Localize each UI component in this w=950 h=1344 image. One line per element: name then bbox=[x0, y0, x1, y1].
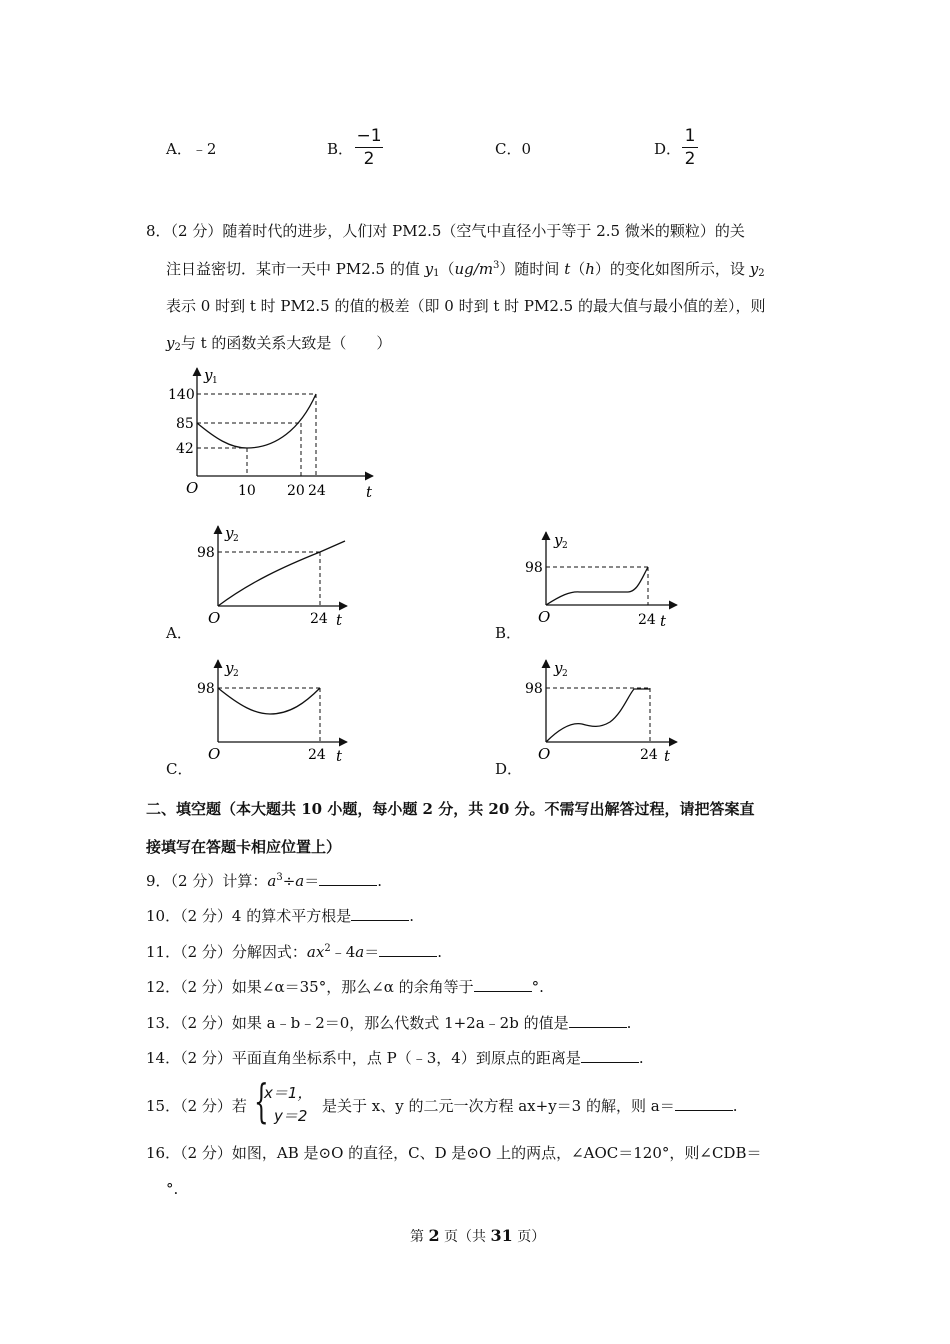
text: . bbox=[638, 1049, 644, 1067]
text: 第 bbox=[410, 1229, 429, 1245]
question-15-prefix bbox=[146, 1095, 247, 1116]
y-tick-98: 98 bbox=[525, 560, 543, 576]
text: ）随时间 bbox=[499, 260, 565, 278]
subscript: 2 bbox=[174, 342, 181, 353]
origin-label: O bbox=[538, 608, 551, 626]
question-score: （2 分） bbox=[180, 907, 232, 925]
question-score: （2 分） bbox=[180, 1144, 232, 1162]
question-16 bbox=[146, 1142, 761, 1163]
page-total: 31 bbox=[490, 1226, 513, 1245]
y-tick-98: 98 bbox=[525, 681, 543, 697]
equation-line-1: x＝1， bbox=[264, 1084, 313, 1102]
y1-curve bbox=[197, 394, 316, 448]
x-tick-24: 24 bbox=[308, 483, 326, 499]
q7-option-a bbox=[166, 138, 216, 159]
y1-var: y bbox=[424, 260, 434, 278]
x-axis-label: t bbox=[336, 747, 343, 765]
option-graph-d-label: D． bbox=[495, 760, 523, 778]
question-9 bbox=[146, 870, 382, 891]
answer-blank[interactable] bbox=[351, 906, 409, 921]
question-number: 12． bbox=[146, 978, 181, 996]
y2-curve bbox=[546, 567, 648, 605]
question-15-text bbox=[322, 1095, 738, 1116]
question-8-line2 bbox=[166, 258, 765, 279]
equation-line-2: y＝2 bbox=[274, 1107, 308, 1125]
denominator: 2 bbox=[684, 149, 696, 169]
text: 页） bbox=[512, 1229, 546, 1245]
y-tick-42: 42 bbox=[176, 441, 194, 457]
question-11 bbox=[146, 941, 442, 962]
question-score: （2 分） bbox=[180, 1014, 232, 1032]
y-axis-label-sub: 2 bbox=[233, 534, 239, 544]
page-number: 2 bbox=[428, 1226, 440, 1245]
answer-blank[interactable] bbox=[581, 1048, 639, 1063]
x-tick-24: 24 bbox=[308, 747, 326, 763]
text: °. bbox=[531, 978, 544, 996]
y2-curve bbox=[218, 688, 320, 714]
text: 页（共 bbox=[439, 1229, 491, 1245]
text: . bbox=[732, 1097, 738, 1115]
text: ）的变化如图所示，设 bbox=[594, 260, 750, 278]
origin-label: O bbox=[208, 609, 221, 627]
var-ax: ax bbox=[306, 943, 325, 961]
y-axis-label: y bbox=[225, 659, 234, 677]
text: . bbox=[377, 872, 383, 890]
text: 若 bbox=[231, 1097, 247, 1115]
question-number: 16． bbox=[146, 1144, 181, 1162]
option-value: 0 bbox=[521, 140, 532, 158]
answer-blank[interactable] bbox=[474, 977, 532, 992]
q7-option-b-fraction bbox=[355, 126, 383, 169]
question-number: 14． bbox=[146, 1049, 181, 1067]
numerator: 1 bbox=[684, 126, 696, 146]
text: ＝ bbox=[364, 943, 380, 961]
text: 4 的算术平方根是 bbox=[231, 907, 352, 925]
unit: ug/m bbox=[454, 260, 494, 278]
text: 是关于 x、y 的二元一次方程 ax+y＝3 的解，则 a＝ bbox=[322, 1097, 675, 1115]
text: ÷ bbox=[282, 872, 296, 890]
question-number: 11． bbox=[146, 943, 181, 961]
text: 平面直角坐标系中，点 P（﹣3，4）到原点的距离是 bbox=[231, 1049, 581, 1067]
origin-label: O bbox=[208, 745, 221, 763]
answer-blank[interactable] bbox=[569, 1013, 627, 1028]
q7-option-b bbox=[327, 138, 353, 159]
question-number: 9． bbox=[146, 872, 171, 890]
question-score: （2 分） bbox=[180, 943, 232, 961]
y-axis-label: y bbox=[554, 659, 563, 677]
q7-option-c bbox=[495, 138, 531, 159]
equation-brace: { bbox=[254, 1074, 269, 1128]
y-axis-label: y bbox=[204, 366, 213, 384]
text: . bbox=[437, 943, 442, 961]
y-tick-98: 98 bbox=[197, 545, 215, 561]
q7-option-d bbox=[654, 138, 681, 159]
question-number: 13． bbox=[146, 1014, 181, 1032]
option-graph-c bbox=[190, 658, 360, 768]
option-label: C． bbox=[495, 140, 522, 158]
question-score: （2 分） bbox=[180, 978, 232, 996]
y2-curve bbox=[546, 689, 650, 742]
option-graph-d bbox=[520, 658, 690, 768]
answer-blank[interactable] bbox=[319, 871, 377, 886]
x-axis-label: t bbox=[366, 483, 373, 501]
question-8-line4 bbox=[166, 332, 391, 353]
question-text-line1: 随着时代的进步，人们对 PM2.5（空气中直径小于等于 2.5 微米的颗粒）的关 bbox=[222, 222, 745, 240]
q7-option-d-fraction bbox=[682, 126, 698, 169]
question-score: （2 分） bbox=[180, 1097, 232, 1115]
option-graph-b-label: B． bbox=[495, 624, 522, 642]
origin-label: O bbox=[538, 745, 551, 763]
question-score: （2 分） bbox=[170, 872, 223, 890]
x-tick-24: 24 bbox=[310, 611, 328, 627]
question-number: 15． bbox=[146, 1097, 181, 1115]
option-graph-a bbox=[190, 522, 360, 632]
var-a: a bbox=[355, 943, 365, 961]
question-8 bbox=[146, 220, 745, 241]
option-label: A． bbox=[166, 140, 192, 158]
text: （ bbox=[439, 260, 455, 278]
origin-label: O bbox=[186, 479, 199, 497]
option-graph-c-label: C． bbox=[166, 760, 193, 778]
question-14 bbox=[146, 1047, 644, 1068]
question-score: （2 分） bbox=[170, 222, 223, 240]
section-2-heading-line1: 二、填空题（本大题共 10 小题，每小题 2 分，共 20 分。不需写出解答过程，请把答案直 bbox=[146, 800, 755, 818]
x-tick-24: 24 bbox=[638, 612, 656, 628]
x-axis-label: t bbox=[664, 747, 671, 765]
page-footer bbox=[410, 1226, 545, 1246]
y2-var: y bbox=[749, 260, 759, 278]
question-16-line2: °. bbox=[166, 1180, 179, 1198]
y-axis-label-sub: 2 bbox=[562, 541, 568, 551]
x-tick-24: 24 bbox=[640, 747, 658, 763]
subscript: 2 bbox=[758, 268, 765, 279]
question-number: 10． bbox=[146, 907, 181, 925]
numerator: −1 bbox=[356, 126, 382, 146]
y-tick-98: 98 bbox=[197, 681, 215, 697]
superscript: 3 bbox=[493, 260, 500, 271]
x-tick-20: 20 bbox=[287, 483, 305, 499]
x-axis-label: t bbox=[660, 612, 667, 630]
section-2-heading-line2: 接填写在答题卡相应位置上） bbox=[146, 838, 342, 856]
question-number: 8． bbox=[146, 222, 171, 240]
y2-var: y bbox=[166, 334, 175, 352]
question-13 bbox=[146, 1012, 631, 1033]
y-axis-label-sub: 1 bbox=[212, 376, 218, 386]
text: . bbox=[626, 1014, 632, 1032]
text: 与 t 的函数关系大致是（ ） bbox=[180, 334, 392, 352]
pm25-graph bbox=[160, 362, 385, 502]
y-axis-label: y bbox=[225, 524, 234, 542]
x-axis-label: t bbox=[336, 611, 343, 629]
option-label: D． bbox=[654, 140, 682, 158]
superscript: 3 bbox=[276, 872, 283, 883]
var-a: a bbox=[267, 872, 277, 890]
h-var: h bbox=[585, 260, 595, 278]
y-tick-140: 140 bbox=[168, 387, 195, 403]
y-axis-label: y bbox=[554, 531, 563, 549]
subscript: 1 bbox=[433, 268, 440, 279]
question-10 bbox=[146, 905, 414, 926]
option-graph-b bbox=[520, 530, 690, 640]
option-value: ﹣2 bbox=[191, 140, 217, 158]
text: 分解因式： bbox=[231, 943, 307, 961]
fraction-bar bbox=[682, 147, 698, 148]
text: ﹣4 bbox=[330, 943, 356, 961]
text: 计算： bbox=[222, 872, 268, 890]
var-a: a bbox=[295, 872, 305, 890]
text: 注日益密切．某市一天中 PM2.5 的值 bbox=[166, 260, 425, 278]
y-axis-label-sub: 2 bbox=[562, 669, 568, 679]
text: 如果 a﹣b﹣2＝0，那么代数式 1+2a﹣2b 的值是 bbox=[231, 1014, 569, 1032]
text: 如图，AB 是⊙O 的直径，C、D 是⊙O 上的两点，∠AOC＝120°，则∠CDB＝ bbox=[231, 1144, 762, 1162]
text: . bbox=[409, 907, 414, 925]
question-score: （2 分） bbox=[180, 1049, 232, 1067]
option-graph-a-label: A． bbox=[166, 624, 192, 642]
x-tick-10: 10 bbox=[238, 483, 256, 499]
denominator: 2 bbox=[363, 149, 375, 169]
y-axis-label-sub: 2 bbox=[233, 669, 239, 679]
answer-blank[interactable] bbox=[379, 942, 437, 957]
text: ＝ bbox=[304, 872, 320, 890]
y-tick-85: 85 bbox=[176, 416, 194, 432]
option-label: B． bbox=[327, 140, 354, 158]
y2-curve bbox=[218, 541, 345, 606]
t-var: t bbox=[564, 260, 571, 278]
question-8-line3: 表示 0 时到 t 时 PM2.5 的值的极差（即 0 时到 t 时 PM2.5 的最大值与最小值的差），则 bbox=[166, 297, 766, 315]
text: （ bbox=[570, 260, 586, 278]
question-12 bbox=[146, 976, 544, 997]
superscript: 2 bbox=[324, 943, 331, 954]
fraction-bar bbox=[355, 147, 383, 148]
answer-blank[interactable] bbox=[675, 1096, 733, 1111]
text: 如果∠α＝35°，那么∠α 的余角等于 bbox=[231, 978, 474, 996]
